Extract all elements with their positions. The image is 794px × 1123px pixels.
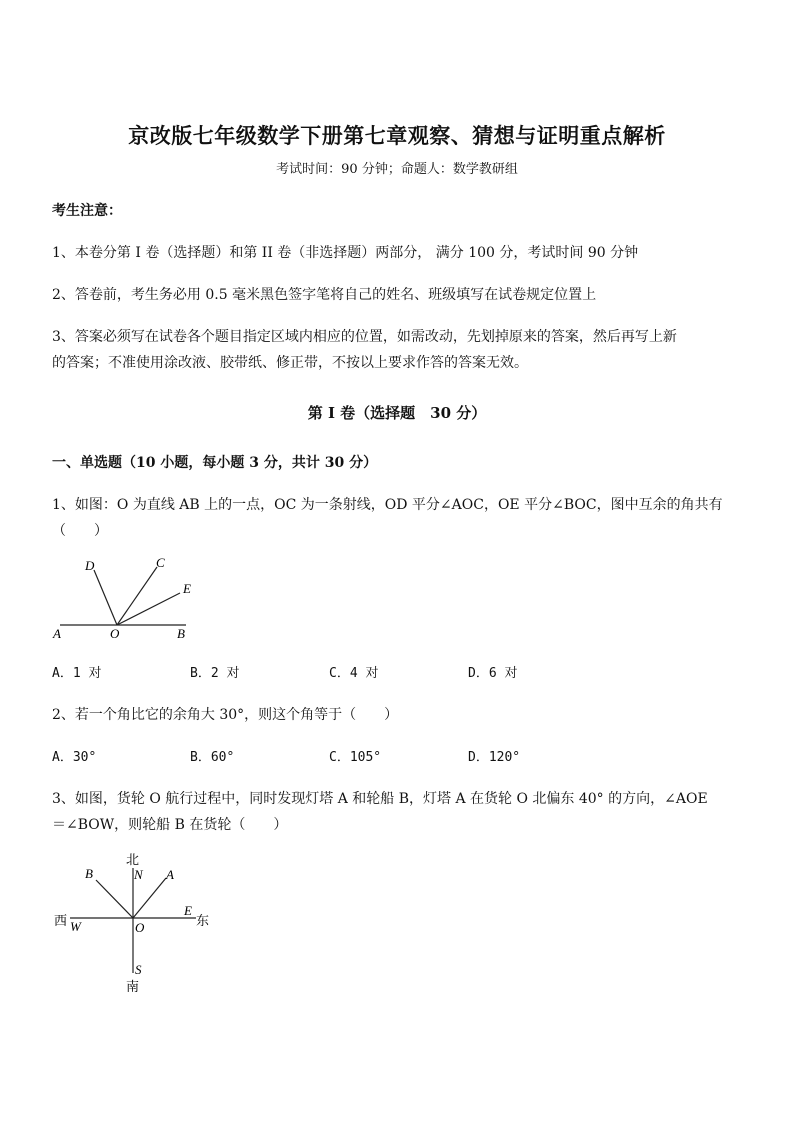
notice-heading: 考生注意： (52, 203, 122, 219)
question-2-option-a[interactable]: A．30° (52, 750, 97, 765)
label-south: 南 (126, 979, 140, 994)
question-3-figure (48, 848, 218, 998)
ray-oa (133, 878, 166, 918)
page-title: 京改版七年级数学下册第七章观察、猜想与证明重点解析 (128, 123, 666, 148)
label-north: 北 (126, 852, 140, 867)
question-3-stem: 3、如图，货轮 O 航行过程中，同时发现灯塔 A 和轮船 B，灯塔 A 在货轮 O 北偏东 40° 的方向，∠AOE (52, 791, 708, 807)
label-c: C (156, 555, 165, 570)
label-d: D (85, 558, 95, 573)
label-w: W (70, 919, 81, 934)
label-west: 西 (54, 913, 68, 928)
question-2-option-b[interactable]: B．60° (190, 750, 235, 765)
label-a: A (53, 626, 61, 641)
label-a: A (166, 867, 174, 882)
question-2-option-d[interactable]: D．120° (468, 750, 521, 765)
question-1-figure (50, 552, 200, 644)
label-o: O (110, 626, 120, 641)
notice-item-continued: 的答案；不准使用涂改液、胶带纸、修正带，不按以上要求作答的答案无效。 (52, 355, 528, 371)
section-heading: 一、单选题（10 小题，每小题 3 分，共计 30 分） (52, 455, 378, 471)
label-e: E (183, 581, 191, 596)
question-3-stem-continued: ＝∠BOW，则轮船 B 在货轮（ ） (52, 817, 288, 833)
question-2-stem: 2、若一个角比它的余角大 30°，则这个角等于（ ） (52, 707, 399, 723)
notice-item: 2、答卷前，考生务必用 0.5 毫米黑色签字笔将自己的姓名、班级填写在试卷规定位置上 (52, 287, 597, 303)
question-2-option-c[interactable]: C．105° (329, 750, 382, 765)
label-n: N (134, 867, 143, 882)
label-s: S (135, 962, 142, 977)
question-1-stem-continued: （ ） (52, 523, 108, 539)
ray-od (94, 570, 117, 625)
label-b: B (85, 866, 93, 881)
ray-ob (96, 880, 133, 918)
ray-oc (117, 567, 157, 625)
notice-item: 1、本卷分第 I 卷（选择题）和第 II 卷（非选择题）两部分， 满分 100 分，考试时间 90 分钟 (52, 245, 639, 261)
notice-item: 3、答案必须写在试卷各个题目指定区域内相应的位置，如需改动，先划掉原来的答案，然后再写上新 (52, 329, 677, 345)
section-title: 第 I 卷（选择题 30 分） (307, 404, 487, 422)
question-1-option-b[interactable]: B．2 对 (190, 666, 240, 681)
ray-oe (117, 593, 180, 625)
question-1-option-d[interactable]: D．6 对 (468, 666, 518, 681)
question-1-stem: 1、如图：O 为直线 AB 上的一点，OC 为一条射线，OD 平分∠AOC，OE 平分∠BOC，图中互余的角共有 (52, 497, 723, 513)
question-1-option-a[interactable]: A．1 对 (52, 666, 102, 681)
question-1-option-c[interactable]: C．4 对 (329, 666, 379, 681)
page-subtitle: 考试时间：90 分钟；命题人：数学教研组 (276, 162, 518, 177)
label-o: O (135, 920, 145, 935)
label-e: E (184, 903, 192, 918)
label-b: B (177, 626, 185, 641)
label-east: 东 (196, 913, 210, 928)
